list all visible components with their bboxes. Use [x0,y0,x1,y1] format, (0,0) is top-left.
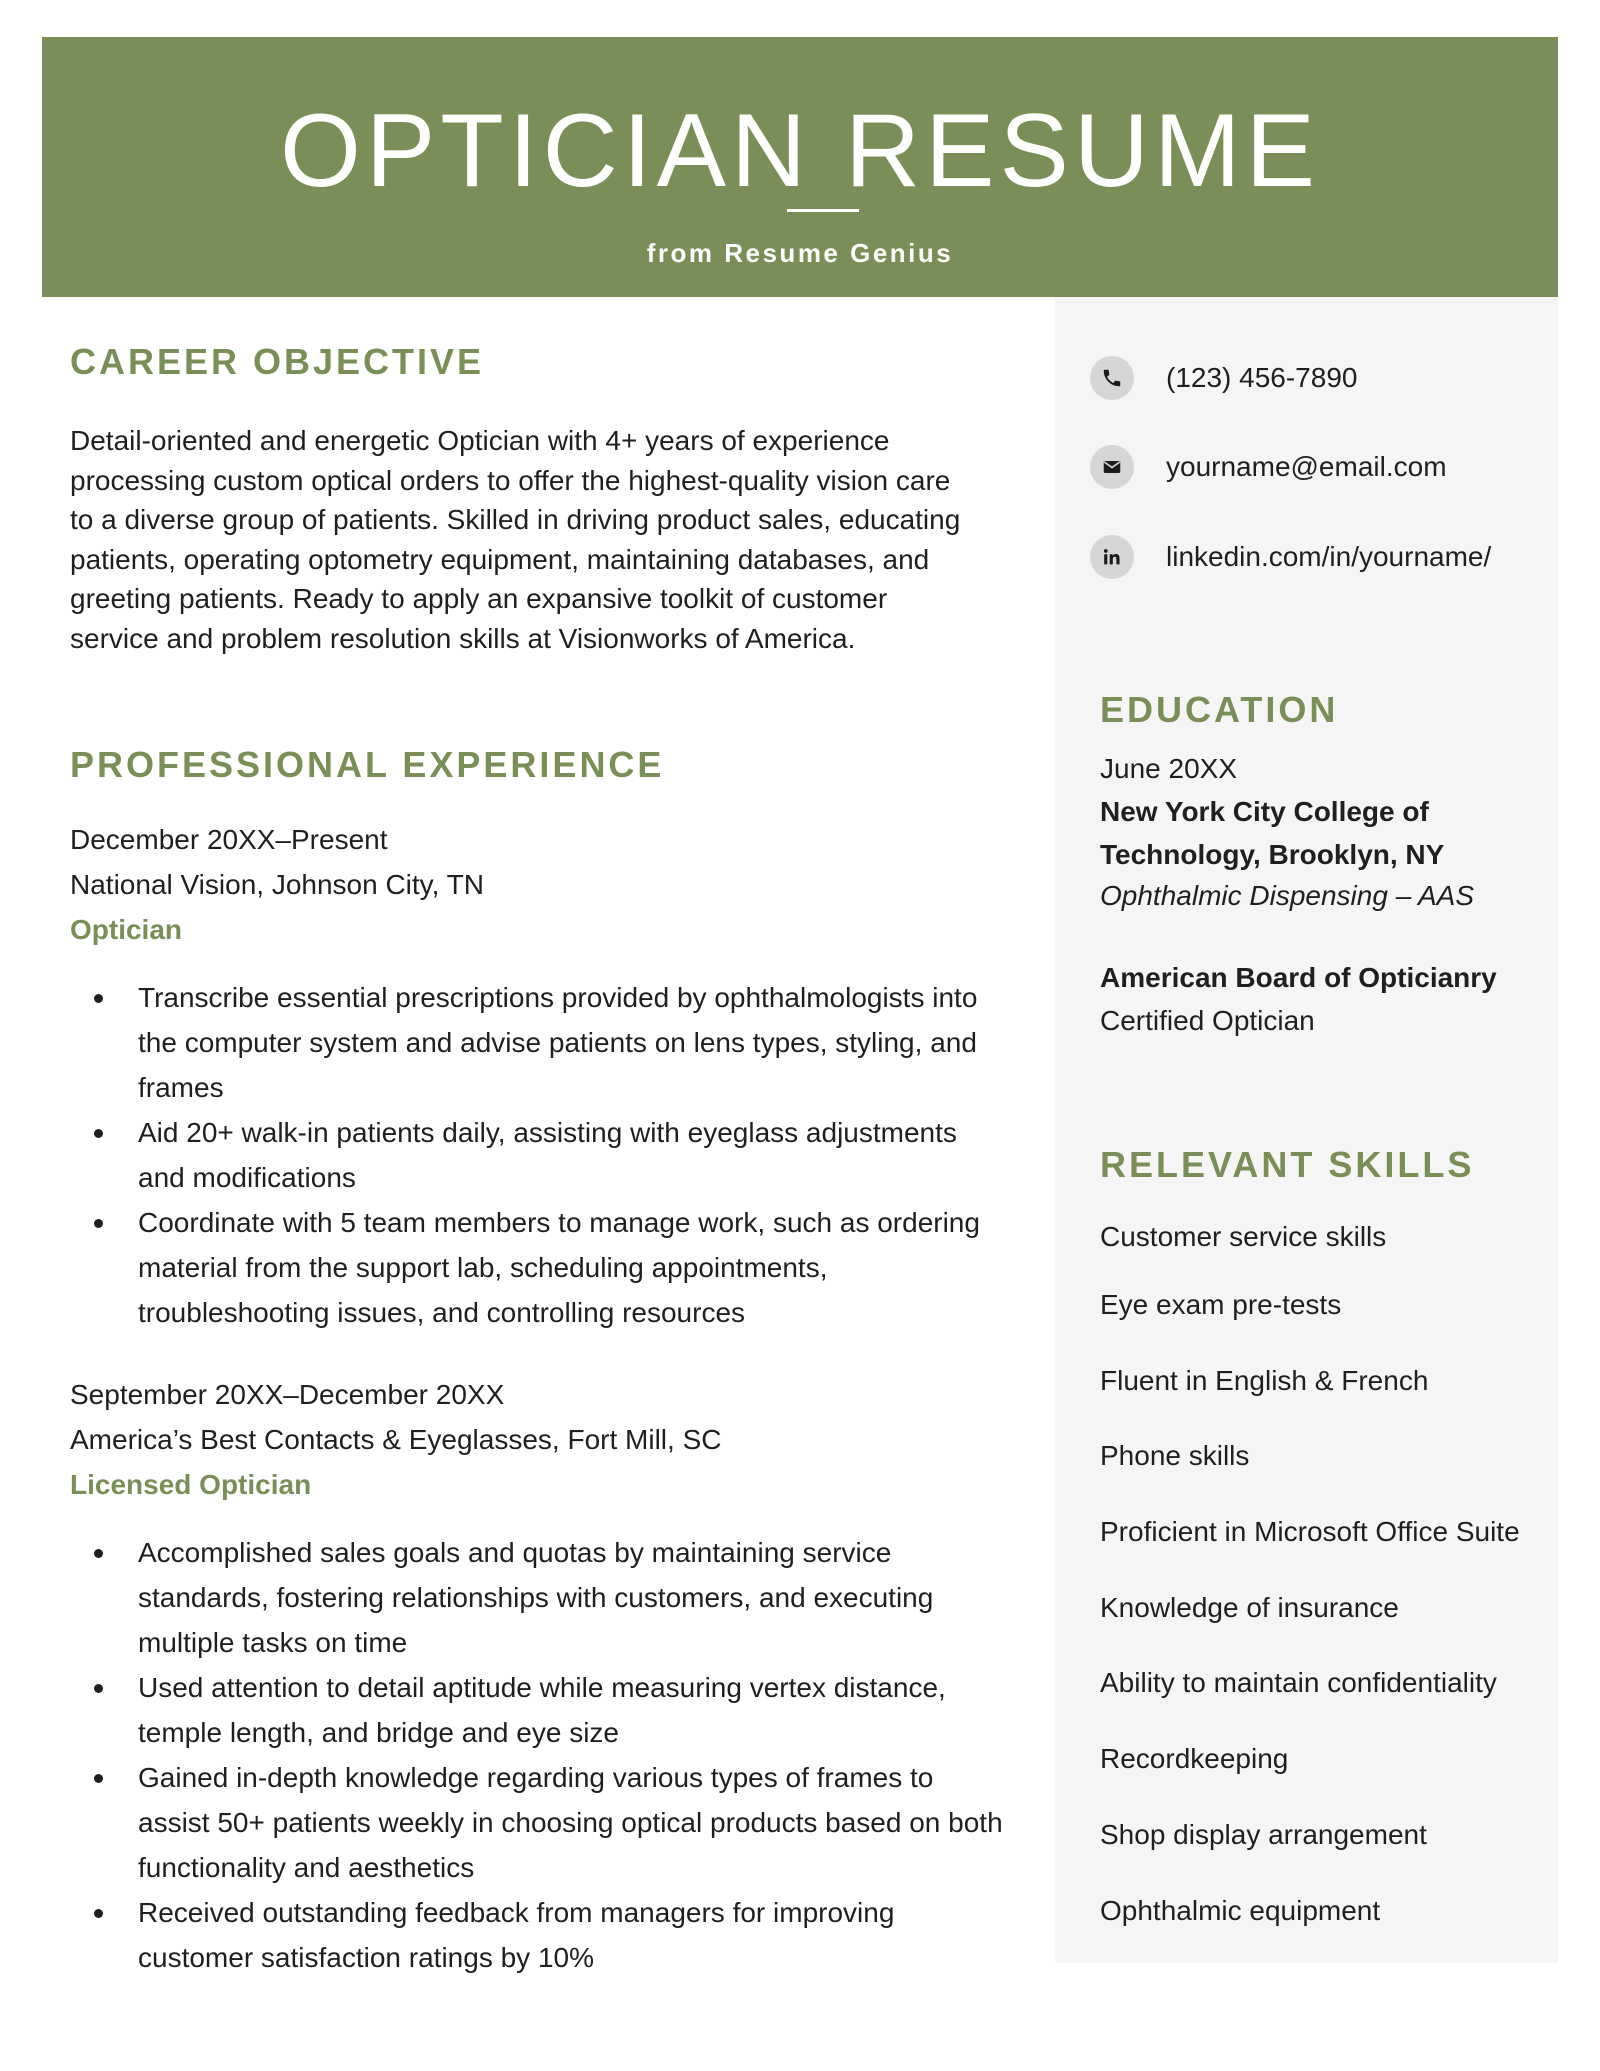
job-company: National Vision, Johnson City, TN [70,869,484,900]
job-bullet-list [70,975,1005,1335]
job-company: America’s Best Contacts & Eyeglasses, Fort Mill, SC [70,1424,722,1455]
education-school: New York City College of [1100,796,1429,827]
professional-experience-heading: PROFESSIONAL EXPERIENCE [70,744,665,785]
contact-linkedin[interactable]: linkedin.com/in/yourname/ [1166,541,1492,572]
skill-item: Proficient in Microsoft Office Suite [1100,1516,1520,1547]
phone-icon [1090,356,1134,400]
contact-linkedin-row [1090,535,1491,579]
relevant-skills-heading: RELEVANT SKILLS [1100,1144,1475,1185]
objective-line: Detail-oriented and energetic Optician with 4+ years of experience [70,425,890,456]
certification-name: Certified Optician [1100,1005,1315,1036]
job-bullet: Received outstanding feedback from managers for improving customer satisfaction ratings by 10% [70,1890,1005,1980]
skill-item: Phone skills [1100,1440,1250,1471]
skill-item: Recordkeeping [1100,1743,1289,1774]
job-bullet: Aid 20+ walk-in patients daily, assisting with eyeglass adjustments and modifications [70,1110,1005,1200]
job-bullet-list [70,1530,1005,1980]
education-heading: EDUCATION [1100,689,1339,730]
objective-line: to a diverse group of patients. Skilled in driving product sales, educating [70,504,961,535]
job-dates: September 20XX–December 20XX [70,1379,505,1410]
skill-item: Customer service skills [1100,1221,1387,1252]
envelope-icon [1090,445,1134,489]
objective-line: service and problem resolution skills at Visionworks of America. [70,622,856,654]
skill-item: Fluent in English & French [1100,1365,1429,1396]
job-title: Optician [70,914,183,945]
objective-line: processing custom optical orders to offer the highest-quality vision care [70,464,951,496]
certification-org: American Board of Opticianry [1100,962,1497,993]
job-bullet: Coordinate with 5 team members to manage work, such as ordering material from the support lab, scheduling appointments, troubleshooting issues, and controlling resources [70,1200,1005,1335]
skill-item: Ophthalmic equipment [1100,1895,1381,1926]
linkedin-icon [1090,535,1134,579]
contact-phone[interactable]: (123) 456-7890 [1166,362,1358,393]
skill-item: Ability to maintain confidentiality [1100,1667,1497,1698]
header-divider [787,209,859,212]
resume-title: OPTICIAN RESUME [280,93,1320,209]
education-school-location: Technology, Brooklyn, NY [1100,839,1445,870]
objective-line: greeting patients. Ready to apply an expansive toolkit of customer [70,583,888,614]
job-bullet: Accomplished sales goals and quotas by maintaining service standards, fostering relationships with customers, and executing multiple tasks on time [70,1530,1005,1665]
contact-phone-row [1090,356,1357,400]
resume-subtitle: from Resume Genius [646,238,954,268]
skill-item: Shop display arrangement [1100,1819,1427,1850]
skill-item: Eye exam pre-tests [1100,1289,1342,1320]
education-degree: Ophthalmic Dispensing – AAS [1100,880,1475,911]
contact-email-row [1090,445,1447,489]
skill-item: Knowledge of insurance [1100,1592,1399,1623]
contact-email[interactable]: yourname@email.com [1166,451,1447,482]
job-bullet: Transcribe essential prescriptions provided by ophthalmologists into the computer system and advise patients on lens types, styling, and frames [70,975,1005,1110]
job-dates: December 20XX–Present [70,824,388,855]
career-objective-heading: CAREER OBJECTIVE [70,341,485,382]
job-title: Licensed Optician [70,1469,312,1500]
education-date: June 20XX [1100,753,1237,784]
job-bullet: Used attention to detail aptitude while measuring vertex distance, temple length, and bridge and eye size [70,1665,1005,1755]
resume-header [42,37,1558,297]
objective-line: patients, operating optometry equipment, maintaining databases, and [70,543,930,575]
job-bullet: Gained in-depth knowledge regarding various types of frames to assist 50+ patients weekly in choosing optical products based on both functionality and aesthetics [70,1755,1005,1890]
career-objective-text [70,421,1030,658]
